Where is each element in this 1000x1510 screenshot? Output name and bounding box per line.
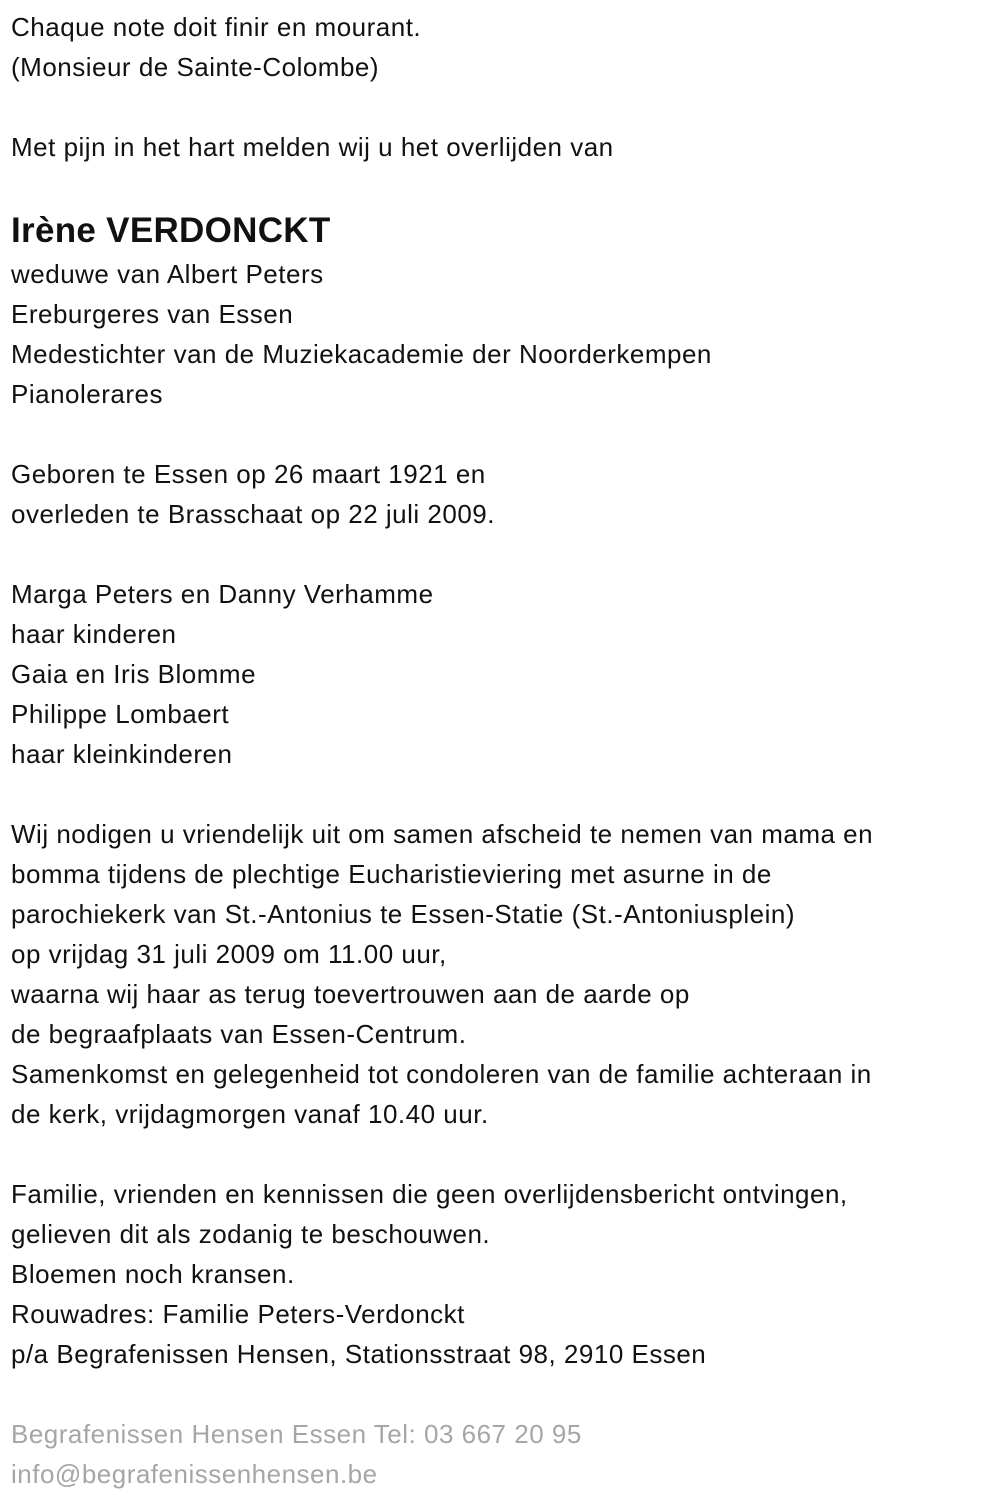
ceremony-line: bomma tijdens de plechtige Eucharistieviering met asurne in de (11, 859, 772, 889)
family-line: haar kleinkinderen (11, 739, 233, 769)
titles (11, 254, 996, 414)
ceremony-info (11, 814, 996, 1134)
deceased-name: Irène VERDONCKT (11, 211, 331, 250)
closing-info (11, 1174, 996, 1374)
ceremony-line: parochiekerk van St.-Antonius te Essen-Statie (St.-Antoniusplein) (11, 899, 795, 929)
titles-line: Medestichter van de Muziekacademie der Noorderkempen (11, 339, 712, 369)
closing-line: gelieven dit als zodanig te beschouwen. (11, 1219, 491, 1249)
family-line: Gaia en Iris Blomme (11, 659, 257, 689)
footer-contact (11, 1414, 996, 1494)
ceremony-line: de kerk, vrijdagmorgen vanaf 10.40 uur. (11, 1099, 489, 1129)
family (11, 574, 996, 774)
ceremony-line: Wij nodigen u vriendelijk uit om samen afscheid te nemen van mama en (11, 819, 874, 849)
quote-line: (Monsieur de Sainte-Colombe) (11, 52, 380, 82)
dates (11, 454, 996, 534)
ceremony-line: op vrijdag 31 juli 2009 om 11.00 uur, (11, 939, 447, 969)
closing-line: Familie, vrienden en kennissen die geen overlijdensbericht ontvingen, (11, 1179, 848, 1209)
closing-line: p/a Begrafenissen Hensen, Stationsstraat 98, 2910 Essen (11, 1339, 707, 1369)
titles-line: Ereburgeres van Essen (11, 299, 294, 329)
titles-line: weduwe van Albert Peters (11, 259, 324, 289)
quote (11, 7, 996, 87)
closing-line: Rouwadres: Familie Peters-Verdonckt (11, 1299, 465, 1329)
family-line: Marga Peters en Danny Verhamme (11, 579, 434, 609)
obituary-document (11, 7, 996, 1494)
footer-line[interactable]: info@begrafenissenhensen.be (11, 1459, 378, 1489)
intro-text: Met pijn in het hart melden wij u het overlijden van (11, 132, 614, 162)
titles-line: Pianolerares (11, 379, 163, 409)
footer-line: Begrafenissen Hensen Essen Tel: 03 667 20 95 (11, 1419, 582, 1449)
ceremony-line: de begraafplaats van Essen-Centrum. (11, 1019, 467, 1049)
closing-line: Bloemen noch kransen. (11, 1259, 295, 1289)
ceremony-line: waarna wij haar as terug toevertrouwen aan de aarde op (11, 979, 690, 1009)
dates-line: overleden te Brasschaat op 22 juli 2009. (11, 499, 495, 529)
dates-line: Geboren te Essen op 26 maart 1921 en (11, 459, 486, 489)
family-line: Philippe Lombaert (11, 699, 230, 729)
family-line: haar kinderen (11, 619, 177, 649)
quote-line: Chaque note doit finir en mourant. (11, 12, 422, 42)
ceremony-line: Samenkomst en gelegenheid tot condoleren van de familie achteraan in (11, 1059, 872, 1089)
